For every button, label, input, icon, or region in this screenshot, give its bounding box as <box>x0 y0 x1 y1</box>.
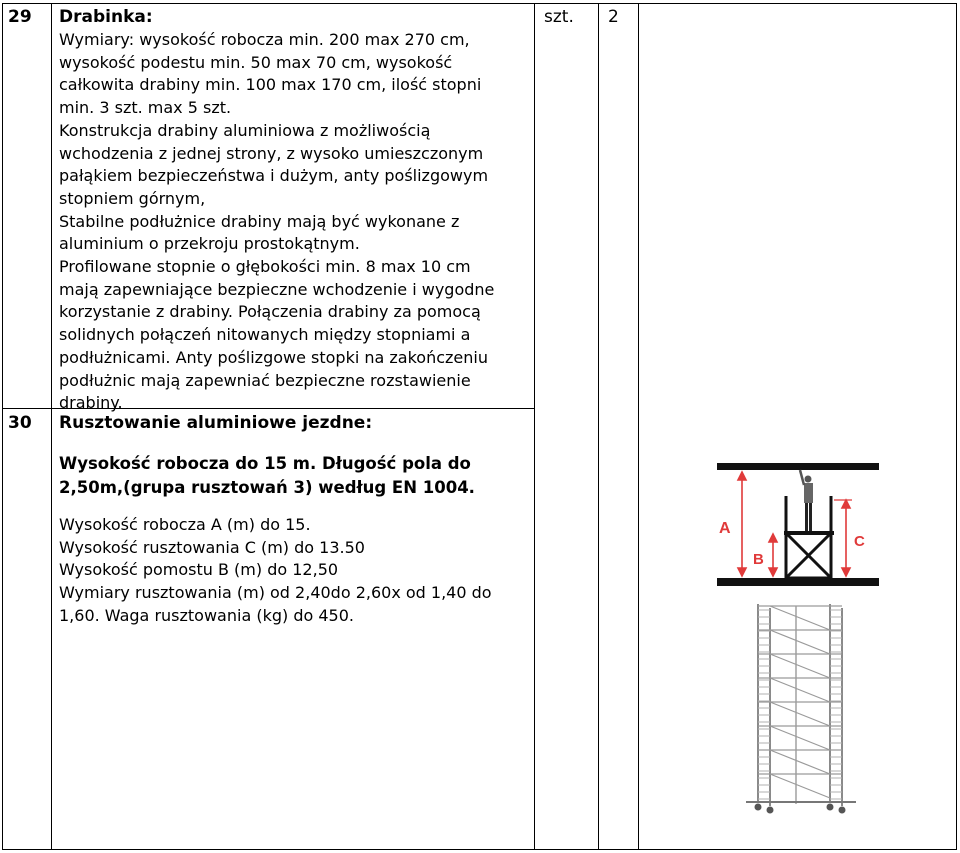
description-line: korzystanie z drabiny. Połączenia drabiny za pomocą <box>59 302 481 322</box>
worker-figure-icon <box>800 470 813 531</box>
label-a: A <box>719 520 731 537</box>
mobile-scaffold-tower-image <box>746 602 856 814</box>
platform <box>784 531 834 535</box>
column-divider-price <box>638 3 639 849</box>
table-border-top <box>2 3 957 4</box>
caster-wheels-icon <box>755 804 846 814</box>
description-line: Wysokość rusztowania C (m) do 13.50 <box>59 537 365 557</box>
description-line: Wymiary: wysokość robocza min. 200 max 270 cm, <box>59 30 470 49</box>
description-line: solidnych połączeń nitowanych między stopniami a <box>59 325 471 345</box>
label-b: B <box>753 551 764 568</box>
column-divider-unit <box>534 3 535 849</box>
item-description <box>59 514 529 628</box>
item-title: Drabinka: <box>59 7 153 27</box>
description-line: mają zapewniające bezpieczne wchodzenie i wygodne <box>59 279 495 299</box>
description-line: drabiny. <box>59 393 123 413</box>
description-line: wchodzenia z jednej strony, z wysoko umieszczonym <box>59 143 484 163</box>
item-description <box>59 29 529 415</box>
spec-line: 2,50m,(grupa rusztowań 3) według EN 1004. <box>59 478 475 497</box>
item-quantity: 2 <box>608 7 619 27</box>
item-unit: szt. <box>544 7 574 27</box>
tower-uprights <box>758 604 842 806</box>
item-title: Rusztowanie aluminiowe jezdne: <box>59 413 373 433</box>
description-line: podłużnicami. Anty poślizgowe stopki na zakończeniu <box>59 347 488 367</box>
description-line: Wysokość robocza A (m) do 15. <box>59 515 311 534</box>
item-spec-bold <box>59 452 529 500</box>
table-border-left <box>2 3 3 849</box>
table-border-right <box>956 3 957 849</box>
description-line: Wysokość pomostu B (m) do 12,50 <box>59 560 339 580</box>
item-number: 30 <box>8 413 32 433</box>
description-line: 1,60. Waga rusztowania (kg) do 450. <box>59 605 354 625</box>
description-line: Wymiary rusztowania (m) od 2,40do 2,60x od 1,40 do <box>59 583 492 603</box>
column-divider-description <box>51 3 52 849</box>
item-number: 29 <box>8 7 32 27</box>
ceiling-beam <box>717 463 879 470</box>
column-divider-quantity <box>598 3 599 849</box>
description-line: stopniem górnym, <box>59 188 206 208</box>
description-line: Profilowane stopnie o głębokości min. 8 max 10 cm <box>59 257 471 277</box>
description-line: pałąkiem bezpieczeństwa i dużym, anty poślizgowym <box>59 166 489 186</box>
description-line: podłużnic mają zapewniać bezpieczne rozstawienie <box>59 370 471 390</box>
description-line: wysokość podestu min. 50 max 70 cm, wysokość <box>59 52 453 72</box>
spec-line: Wysokość robocza do 15 m. Długość pola do <box>59 454 471 473</box>
scaffold-dimension-diagram <box>712 456 887 596</box>
label-c: C <box>854 533 865 550</box>
table-border-bottom <box>2 849 957 850</box>
description-line: min. 3 szt. max 5 szt. <box>59 98 232 118</box>
description-line: Stabilne podłużnice drabiny mają być wykonane z <box>59 211 460 231</box>
description-line: całkowita drabiny min. 100 max 170 cm, ilość stopni <box>59 75 482 95</box>
description-line: Konstrukcja drabiny aluminiowa z możliwością <box>59 120 431 140</box>
description-line: aluminium o przekroju prostokątnym. <box>59 234 360 254</box>
